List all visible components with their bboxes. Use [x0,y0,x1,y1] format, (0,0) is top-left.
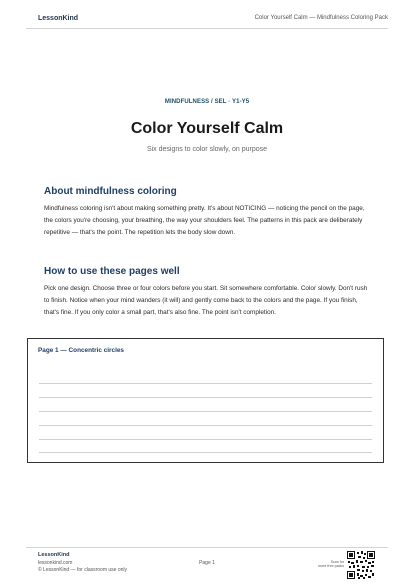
worksheet-label: Page 1 — Concentric circles [38,347,124,354]
page-subtitle: Six designs to color slowly, on purpose [146,146,268,153]
header-brand: LessonKind [38,15,79,22]
section-about-heading: About mindfulness coloring [44,186,177,197]
scan-caption-line1: Scan for [330,560,344,564]
section-about-body: Mindfulness coloring isn't about making something pretty. It's about NOTICING — noticing the pencil on the page, the colors you're choosing, your breathing, the way your shoulders feel. The patterns in this pack are deliberately repetitive — that's the point. The repetition lets the body slow down. [44,205,365,237]
page-number: Page 1 [199,560,215,566]
scan-caption-line2: more free packs [318,564,344,569]
page-footer [0,540,414,585]
qr-code-icon[interactable] [347,551,375,579]
writing-line [39,439,372,440]
page-title: Color Yourself Calm [130,120,284,137]
writing-line [39,383,372,384]
page-header [0,0,414,30]
footer-brand: LessonKind [38,552,70,558]
section-how-to-heading: How to use these pages well [44,266,180,277]
worksheet-box [27,338,384,463]
writing-line [39,425,372,426]
header-divider [26,28,388,29]
section-how-to [44,266,374,320]
header-pack-title: Color Yourself Calm — Mindfulness Coloring Pack [254,15,388,21]
scan-caption [318,560,344,569]
footer-copyright: © LessonKind — for classroom use only [38,567,128,573]
footer-divider [26,547,388,548]
writing-line [39,411,372,412]
writing-line [39,397,372,398]
eyebrow-label: MINDFULNESS / SEL · Y1-Y5 [164,99,250,105]
section-how-to-body: Pick one design. Choose three or four colors before you start. Sit somewhere comfortable. Color slowly. Don't rush to finish. Notice when your mind wanders (it will) and gently come back to the colors and the page. If you finish, that's fine. If you only color a small part, that's also fine. The point isn't completion. [44,285,368,317]
writing-line [39,452,372,453]
footer-site-link[interactable]: lessonkind.com [38,560,73,566]
section-about [44,186,374,240]
